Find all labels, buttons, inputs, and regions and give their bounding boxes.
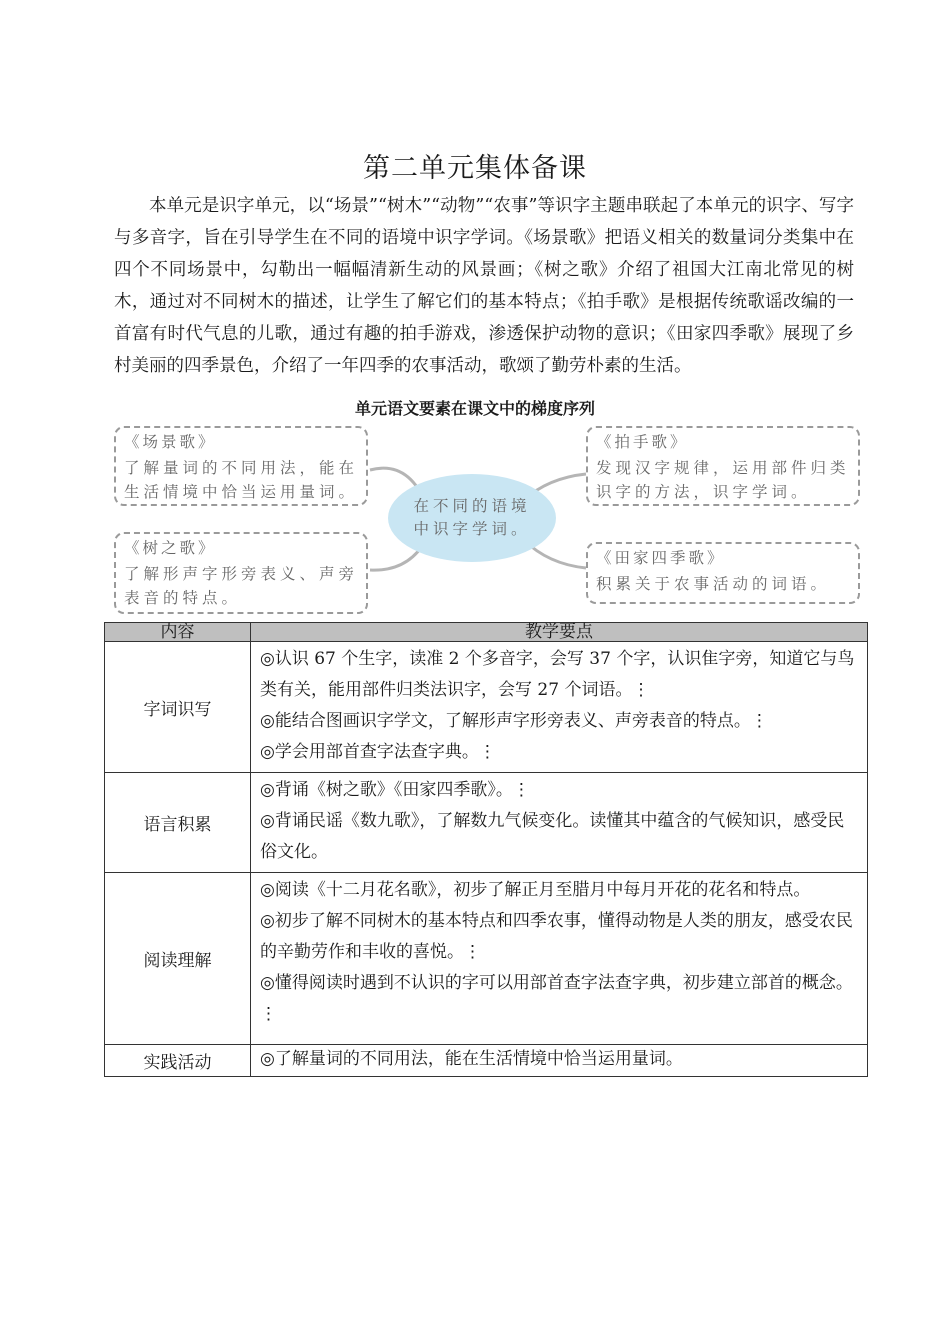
teaching-plan-table — [104, 622, 868, 1077]
table-row — [105, 873, 868, 1045]
box-title: 《田家四季歌》 — [596, 549, 726, 567]
box-title: 《拍手歌》 — [596, 433, 689, 451]
page-title: 第二单元集体备课 — [363, 153, 587, 184]
table-header-row — [105, 623, 868, 642]
point-item: ◎阅读《十二月花名歌》，初步了解正月至腊月中每月开花的花名和特点。 — [260, 880, 811, 900]
point-item: ◎学会用部首查字法查字典。⋮ — [260, 742, 496, 762]
row-category: 字词识写 — [105, 642, 251, 773]
box-title: 《树之歌》 — [124, 539, 217, 557]
box-changjingge — [114, 426, 368, 506]
mind-map — [108, 422, 864, 618]
table-row — [105, 642, 868, 773]
center-bubble — [388, 474, 556, 562]
box-text: 了解量词的不同用法，能在生活情境中恰当运用量词。 — [124, 459, 359, 501]
box-shuzhige — [114, 532, 368, 614]
box-text: 积累关于农事活动的词语。 — [596, 575, 831, 593]
box-title: 《场景歌》 — [124, 433, 217, 451]
point-item: ◎能结合图画识字学文，了解形声字形旁表义、声旁表音的特点。⋮ — [260, 711, 768, 731]
point-item: ◎初步了解不同树木的基本特点和四季农事，懂得动物是人类的朋友，感受农民的辛勤劳作和丰收的喜悦。⋮ — [260, 911, 853, 962]
box-text: 了解形声字形旁表义、声旁表音的特点。 — [124, 565, 359, 607]
header-content: 内容 — [105, 623, 251, 642]
point-item: ◎认识 67 个生字，读准 2 个多音字，会写 37 个字，认识隹字旁，知道它与鸟类有关，能用部件归类法识字，会写 27 个词语。⋮ — [260, 649, 855, 700]
row-category: 语言积累 — [105, 773, 251, 873]
box-paishouge — [586, 426, 860, 506]
center-text: 在不同的语境中识字学词。 — [413, 497, 531, 538]
row-points — [251, 642, 868, 773]
diagram-title: 单元语文要素在课文中的梯度序列 — [354, 399, 595, 418]
row-points — [251, 873, 868, 1045]
table-row — [105, 773, 868, 873]
intro-paragraph: 本单元是识字单元，以“场景”“树木”“动物”“农事”等识字主题串联起了本单元的识字、写字与多音字，旨在引导学生在不同的语境中识字学词。《场景歌》把语义相关的数量词分类集中在四个不同场景中，勾勒出一幅幅清新生动的风景画；《树之歌》介绍了祖国大江南北常见的树木，通过对不同树木的描述，让学生了解它们的基本特点；《拍手歌》是根据传统歌谣改编的一首富有时代气息的儿歌，通过有趣的拍手游戏，渗透保护动物的意识；《田家四季歌》展现了乡村美丽的四季景色，介绍了一年四季的农事活动，歌颂了勤劳朴素的生活。 — [114, 196, 854, 376]
box-tianjiasijige — [586, 542, 860, 604]
table-row — [105, 1045, 868, 1077]
header-key-points: 教学要点 — [251, 623, 868, 642]
point-item: ◎懂得阅读时遇到不认识的字可以用部首查字法查字典，初步建立部首的概念。⋮ — [260, 973, 853, 1024]
row-points — [251, 773, 868, 873]
point-item: ◎背诵民谣《数九歌》，了解数九气候变化。读懂其中蕴含的气候知识，感受民俗文化。 — [260, 811, 845, 862]
row-points — [251, 1045, 868, 1077]
point-item: ◎背诵《树之歌》《田家四季歌》。⋮ — [260, 780, 530, 800]
box-text: 发现汉字规律，运用部件归类识字的方法，识字学词。 — [596, 459, 850, 501]
point-item: ◎了解量词的不同用法，能在生活情境中恰当运用量词。 — [260, 1049, 683, 1069]
row-category: 阅读理解 — [105, 873, 251, 1045]
row-category: 实践活动 — [105, 1045, 251, 1077]
